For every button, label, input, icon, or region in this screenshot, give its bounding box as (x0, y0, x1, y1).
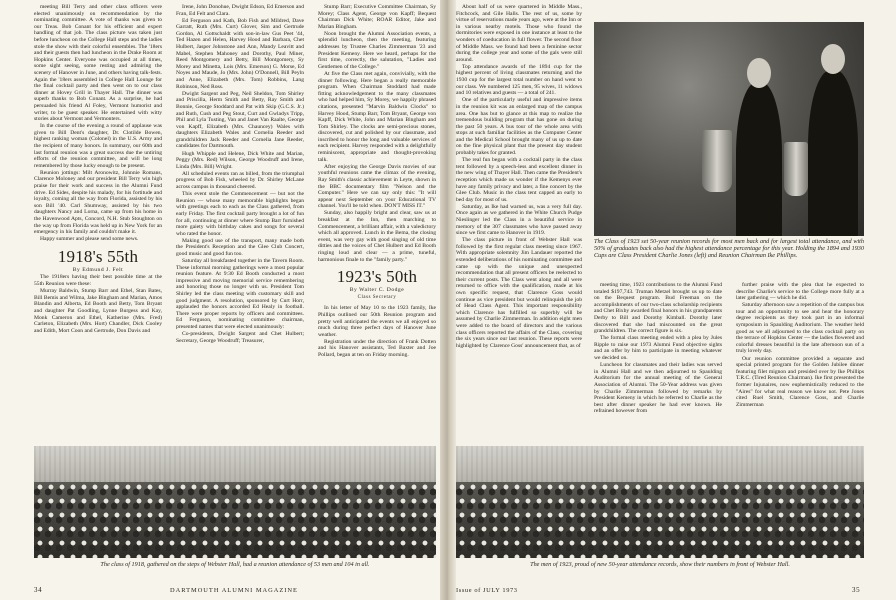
paragraph: meeting Bill Terry and other class officers were elected unanimously on recommendation by the nominating committee. A vote of thanks was given to our Treas. Bob Conant for his efficient and expert handling of that job. The class picture was taken just before luncheon on the College Hall steps and the ladies stole the show with their colorful ensembles. The '18ers and their guests then had luncheon in the Drake Room at Hopkins Center. Everyone was occupied at all times, some sight seeing, some resting and admiring the scenery of Hanover in June, and others having talk-fests. Again the '18ers assembled in College Hall Lounge for the final cocktail party and then went on to our class dinner at Hovey Grill in Thayer Hall. The dinner was superb thanks to Bob Conant. As a surprise, he had persuaded his friend Al Foley, Vermont humorist and writer, to be guest speaker. He entertained with witty stories about Vermont and Vermonters. (34, 4, 162, 123)
paragraph: About half of us were quartered in Middle Mass., Fitchcock, and Gile Halls. The rest of us, some by virtue of reservations made years ago, were at the Inn or in various nearby motels. Those who found the dormitories were exposed in one instance at least to the wonders of coeducation in full flower. The second floor of Middle Mass. we found had been a feminine sector during the college year and some of the gals were still around. (456, 4, 582, 63)
paragraph: Saturday afternoon saw a repetition of the campus bus tour and an opportunity to see and hear the honorary degree recipients as they took part in an informal symposium in Spaulding Auditorium. The weather held good as we all adjourned to the class cocktail party on the terrace of Hopkins Center — the ladies flowered and colorful dresses beautiful in the late afternoon sun of a truly lovely day. (736, 302, 864, 355)
column-1923-dinner (736, 282, 864, 444)
paragraph: After enjoying the George Davis movies of our youthful reunions came the climax of the evening, Ray Smith's classic achievement in Leyte, shown in the BBC documentary film "Nelson and the Computer." Here we can say only this: "It will appear next September on your Educational TV channel. You'll be told when. DON'T MISS IT." (318, 163, 436, 210)
column-1923-meeting (594, 282, 722, 444)
person-face (821, 44, 845, 74)
issue-footer: Issue of JULY 1973 (456, 587, 518, 594)
paragraph: The class picture in front of Webster Hall was followed by the first regular class meeting since 1967. With appropriate solemnity Jim Landauer reported the extended deliberations of his nominating committee and came up with the unique and unexpected recommendation that all present officers be reelected to their current posts. The Class went along and all were returned to office with the qualification, made at his own specific request, that Clarence Goss would continue as vice president but would relinquish the job of Head Class Agent. This important responsibility which Clarence has fulfilled so superbly will be assumed by Charlie Zimmerman. In addition eight men were added to the board of directors and the various class officers reported the affairs of the Class, covering the six years since our last reunion. These reports were highlighted by Clarence Goss' announcement that, as of (456, 237, 582, 349)
left-page (0, 0, 440, 600)
paragraph: Saturday all breakfasted together in the Tavern Room. These informal morning gatherings were a most popular reunion feature. At 9:30 Ed Booth conducted a most impressive and moving memorial service remembering and honoring those no longer with us. President Tom Shirley led the class meeting with customary skill and good judgment. A resolution, sponsored by Curt Horr, applauded the honors accorded Ed Healy in football. There were proper reports by officers and committees. Ed Ferguson, nominating committee chairman, presented names that were elected unanimously: (176, 258, 304, 330)
paragraph: Ed Ferguson and Kath, Bob Fish and Mildred, Dave Garratt, Ruth (Mrs. Curt) Glover, Sim and Gertrude Gordon, Al Gottschaldt with son-in-law Gus Peet '44, Ted Hazen and Helen, Harvey Hood and Barbara, Chet Hulbert, Jasper Johnstone and Ann, Mandy Leavitt and Mabel, Stephen Mahoney and Dorothy, Paul Miner, Reed Montgomery and Betty, Bill Montgomery, Sy Morey and Minetta, Lois (Mrs. Emerson) G. Morse, Ed Noyes and Maude, Jo (Mrs. John) O'Donnell, Bill Peyln and Anne, Elizabeth (Mrs. Tom) Robbins, Lang Robinson, Ned Ross. (176, 17, 304, 90)
paragraph: At five the Class met again, convivially, with the dinner following. Here began a really memorable program. When Chairman Stoddard had made fitting acknowledgement to the many classmates who had helped him, Sy Morey, we happily phrased citations, presented "Marvin Baldwin Clocks" to Harvey Hood, Stump Barr, Tom Bryant, George von Kapff, Dick White, John and Marian Bingham and Tom Shirley. The clocks are semi-precious stones, discovered, cut and polished by our classmate, and inscribed to honor the long and valuable services of each recipient. Harvey responded with a delightfully reminiscent, appropriate and thought-provoking talk. (318, 70, 436, 163)
page-number-right: 35 (852, 586, 861, 594)
paragraph: Noon brought the Alumni Association events, a splendid luncheon, then the meeting, featuring addresses by Trustee Charles Zimmerman '23 and President Kemeny. Here we heard, perhaps for the first time, correctly, the salutation, "Ladies and Gentlemen of the College." (318, 30, 436, 70)
photo-caption-trophy: The Class of 1923 set 50-year reunion records for most men back and for largest total attendance, and with 50% of graduates back also had the highest attendance percentage for this year. Holding the 1894 and 1930 Cups are Class President Charlie Jones (left) and Reunion Chairman Ike Phillips. (594, 238, 864, 260)
column-1923-report (456, 4, 582, 444)
paragraph: This event stole the Commencement — but not the Reunion — whose many memorable highlights began with greetings each to each as the Class gathered, from early Friday. The first cocktail party brought a lot of fun for all, continuing at dinner where Stump Barr furnished more gaiety with birthday cakes and songs for several who rated the honor. (176, 191, 304, 237)
paragraph: Murray Baldwin, Stump Barr and Ethel, Stan Bates, Bill Bemis and Wilma, Jake Bingham and Marian, Amos Blandin and Alberta, Ed Booth and Betty, Tom Bryant and daughter Pat Goodling, Lynne Burgess and Kay, Monk Cameron and Ethel, Katherine (Mrs. Fred) Carleton, Elizabeth (Mrs. Hort) Chandler, Dick Cooley and Edith, Mort Coon and Gertrude, Don Davis and (34, 288, 162, 334)
paragraph: meeting time, 1923 contributions to the Alumni Fund totaled $197,743. Truman Metzel brought us up to date on the Bequest program. Bud Freeman on the accomplishments of our two-class scholarship recipients and Chet Bixby awarded final honors in his grandparents Derby to Bill and Dorothy Kimball. Dorothy later discovered that she had miscounted on the great grandchildren. The correct figure is six. (594, 282, 722, 335)
column-1918-attendees (176, 4, 304, 442)
paragraph: Hugh Whipple and Helene, Dick White and Marian, Peggy (Mrs. Red) Wilson, George Woodruff and Irene, Linda (Mrs. Bill) Wright. (176, 150, 304, 170)
trophy-photo (594, 22, 864, 236)
paragraph: The formal class meeting ended with a plea by Jules Ripple to raise our 1973 Alumni Fund objective sights and an offer by him to participate in meeting whatever we decided on. (594, 335, 722, 362)
trophy-cup (702, 130, 732, 192)
byline-1918: By Edmund J. Felt (72, 266, 124, 273)
paragraph: Reunion jottings: Milt Aronowitz, Johnnie Romans, Clarence Moloney and our president Bill Terry win high praise for their work and success in the Alumni Fund drive. Ed Sides, despite his malady, for his fortitude and loyalty, coming all the way from Florida, assisted by his son Bill '40. Carl Shumway, assisted by his two daughters Nancy and Lorna, came up from his home in the Havenwood Apts, Concord, N.H. Stub Stoughton on the way up from Florida was held up in New York for an emergency in his family and couldn't make it. (34, 169, 162, 236)
paragraph: Happy summer and please send some news. (40, 236, 139, 243)
paragraph: Sunday, also happily bright and clear, saw us at breakfast at the Inn, then marching to Commencement, a brilliant affair, with a valedictory which all approved. Lunch in the Bema, the closing event, was very gay with good singing of old time ditties and the voices of Chet Hulbert and Ed Booth ringing loud and clear — a prime, tuneful, harmonious finale to the "family party." (318, 210, 436, 263)
paragraph: Luncheon for classmates and their ladies was served in Alumni Hall and we then adjourned to Spaulding Auditorium for the annual meeting of the General Association of Alumni. The 50-Year address was given by Charlie Zimmerman followed by remarks by President Kemeny in which he referred to Charlie as the best after dinner speaker he had ever known. He refrained however from (594, 362, 722, 415)
paragraph: All scheduled events ran as billed, from the triumphal progress of Bob Fish, wheeled by Dr. Shirley McLane across campus in thousand cheered. (176, 170, 304, 191)
paragraph: In his letter of May 10 to the 1923 family, Ike Phillips outlined our 50th Reunion program and pretty well anticipated the events we all enjoyed so much during three perfect days of Hanover June weather. (318, 305, 436, 338)
crowd-image (456, 482, 864, 558)
binding-gutter (440, 0, 456, 600)
paragraph: Our reunion committee provided a separate and special printed program for the Golden Jubilee dinner featuring filet mignon and presided over by Ike Phillips T.R.C. (Tired Reunion Chairman). Ike first presented the former Injunaires, now euphemistically reduced to the "Aires" for what real reason we know not. Pete Jones cited Ruel Smith, Clarence Goss, and Charlie Zimmerman (736, 355, 864, 408)
running-footer: DARTMOUTH ALUMNI MAGAZINE (170, 587, 298, 594)
right-page (456, 0, 896, 600)
paragraph: Top attendance awards of the 1894 cup for the highest percent of living classmates returning and the 1930 cup for the largest total number on hand went to our class. We numbered 125 men, 95 wives, 11 widows and 10 relatives and guests — a total of 241. (456, 63, 582, 97)
byline-role: Class Secretary (357, 294, 397, 300)
paragraph: The real fun began with a cocktail party in the class tent followed by a speech-less and excellent dinner in the new wing of Thayer Hall. Then came the President's reception which made us wonder if the Kemenys ever have any family privacy and later, a fine concert by the Glee Club. Music in the class tent capped an early to bed day for most of us. (456, 157, 582, 203)
person-silhouette (808, 70, 858, 236)
class-of-1923-photo (456, 446, 864, 558)
paragraph: The 1918ers having their best possible time at the 55th Reunion were these: (34, 274, 162, 288)
paragraph: Co-presidents, Dwight Sargent and Chet Hulbert; Secretary, George Woodruff; Treasurer, (176, 331, 304, 344)
paragraph: Stump Barr; Executive Committee Chairman, Sy Morey; Class Agent, George von Kapff; Bequest Chairman Dick White; ROAR Editor, Jake and Marian Bingham. (318, 4, 436, 30)
paragraph: Dwight Sargent and Peg, Neil Sheldon, Tom Shirley and Priscilla, Herm Smith and Betty, Ray Smith and Bonnie, George Stoddard and Pat with Skip (G.C.S. Jr.) and Ruth, Cush and Peg Stout, Curt and Gwladys Tripp, Phil and Lyla Tusting, Van and Janet Van Raalte, George von Kapff, Elizabeth (Mrs. Chauncey) Wales with daughters Elizabeth Wales and Cornelia Reeder and grandchildren Jack Reeder and Cornelia Jane Reeder, candidates for Dartmouth. (176, 90, 304, 150)
paragraph: Registration under the direction of Frank Dotten and his Hanover assistants, Ted Baxter and Joe Pollard, began at ten on Friday morning. (318, 338, 436, 358)
article-title-1918: 1918's 55th (57, 246, 139, 266)
byline-1923: By Walter C. Dodge (349, 287, 405, 294)
paragraph: Saturday, as Ike had warned us, was a very full day. Once again as we gathered in the White Church Pudge Nieslinger led the Class in a beautiful service in memory of the 307 classmates who have passed away since we first came to Hanover in 1919. (456, 203, 582, 237)
trophy-cup (784, 142, 808, 196)
article-title-1923: 1923's 50th (336, 267, 418, 287)
paragraph: further praise with the plea that he expected to describe Charlie's service to the College more fully at a later gathering — which he did. (736, 282, 864, 302)
paragraph: Making good use of the transport, many made both the President's Reception and the Glee Club Concert, good music and good fun too. (176, 237, 304, 257)
class-of-1918-photo (34, 446, 436, 558)
photo-caption-1923: The men of 1923, proud of new 50-year attendance records, show their numbers in front of Webster Hall. (530, 561, 790, 568)
paragraph: In the course of the evening a round of applause was given to Bill Dent's daughter, Dr. Clotilde Bowen, highest ranking woman (Colonel) in the U.S. Army and the recipient of many honors. In summary, our 60th and last formal reunion was a great success due the untiring efforts of the reunion committee, and will be long remembered by those lucky enough to be present. (34, 123, 162, 169)
crowd-image (34, 482, 436, 558)
column-1918-events (318, 4, 436, 442)
photo-caption-1918: The class of 1918, gathered on the steps of Webster Hall, had a reunion attendance of 53 men and 104 in all. (100, 561, 370, 568)
paragraph: Irene, John Donohue, Dwight Edson, Ed Emerson and Fran, Ed Felt and Clara. (176, 4, 304, 17)
person-face (747, 58, 771, 88)
column-1918-report (34, 4, 162, 442)
page-number-left: 34 (34, 586, 43, 594)
person-silhouette (736, 82, 782, 236)
paragraph: One of the particularly useful and impressive items in the reunion kit was an enlarged map of the campus area. One has but to glance at this map to realize the tremendous building program that has gone on during the past 50 years. A bus tour of the whole area with stops at such familiar facilities as the Computer Center and the Medical School brought many of us up to date on the fine physical plant that the present day student probably takes for granted. (456, 97, 582, 157)
